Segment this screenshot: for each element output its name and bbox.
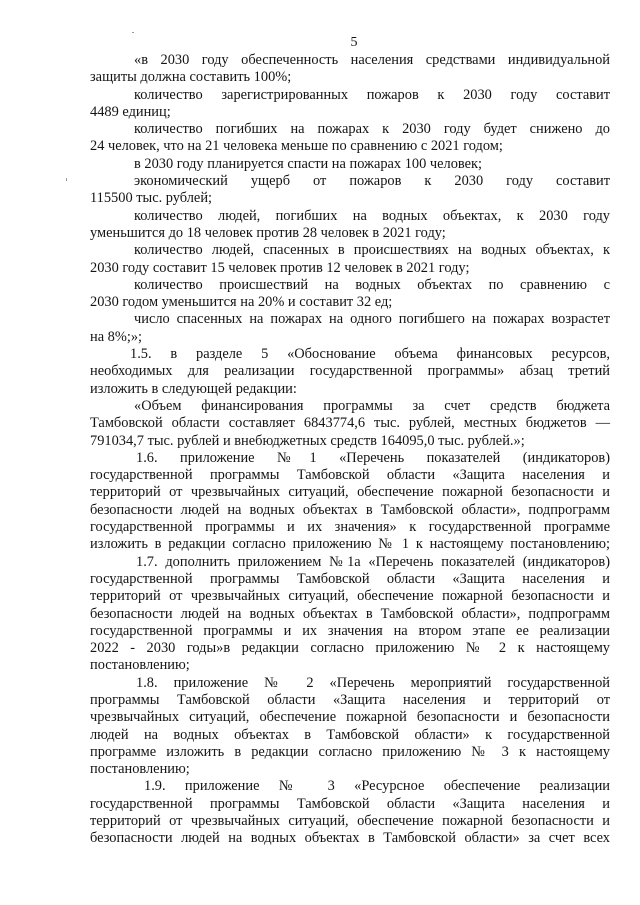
text-line: 24 человек, что на 21 человека меньше по сравнению с 2021 годом; [90, 138, 503, 155]
text-line: государственной программы Тамбовской области «Защита населения и [90, 795, 610, 812]
text-line: «Объем финансирования программы за счет средств бюджета [134, 397, 610, 414]
text-line: экономический ущерб от пожаров к 2030 году составит [134, 173, 610, 190]
page-number: 5 [350, 35, 358, 50]
text-line: «в 2030 году обеспеченность населения средствами индивидуальной [134, 52, 610, 68]
text-line: количество зарегистрированных пожаров к 2030 году составит [134, 86, 610, 103]
text-line: территорий от чрезвычайных ситуаций, обеспечение пожарной безопасности и [90, 813, 610, 830]
text-line: 2022 - 2030 годы»в редакции согласно приложению № 2 к настоящему [90, 640, 610, 657]
text-line: безопасности людей на водных объектах в Тамбовской области», подпрограмм [90, 501, 610, 518]
text-line: 1.5. в разделе 5 «Обоснование объема финансовых ресурсов, [130, 346, 610, 363]
text-line: постановлению; [90, 761, 190, 778]
text-line: изложить в следующей редакции: [90, 380, 297, 397]
text-line: 4489 единиц; [90, 103, 171, 120]
text-line: количество погибших на пожарах к 2030 году будет снижено до [134, 121, 610, 138]
scan-speck [66, 178, 67, 181]
text-line: 2030 годом уменьшится на 20% и составит 32 ед; [90, 294, 393, 311]
text-line: программы Тамбовской области «Защита населения и территорий от [90, 691, 610, 708]
text-line: чрезвычайных ситуаций, обеспечение пожарной безопасности и безопасности [90, 709, 610, 726]
text-line: число спасенных на пожарах на одного погибшего на пожарах возрастет [134, 311, 610, 328]
text-line: постановлению; [90, 657, 190, 674]
text-line: защиты должна составить 100%; [90, 69, 292, 86]
text-line: безопасности людей на водных объектах в Тамбовской области», подпрограмм [90, 605, 610, 622]
text-line: 115500 тыс. рублей; [90, 190, 213, 207]
text-line: безопасности людей на водных объектах в Тамбовской области» за счет всех [90, 830, 610, 847]
text-line: изложить в редакции согласно приложению № 1 к настоящему постановлению; [90, 536, 610, 553]
text-line: программе изложить в редакции согласно приложению № 3 к настоящему [90, 743, 610, 760]
text-line: количество людей, погибших на водных объектах, к 2030 году [134, 207, 610, 224]
text-line: количество людей, спасенных в происшествиях на водных объектах, к [134, 242, 610, 259]
text-line: на 8%;»; [90, 328, 143, 345]
text-line: Тамбовской области составляет 6843774,6 тыс. рублей, местных бюджетов — [90, 415, 610, 432]
text-line: в 2030 году планируется спасти на пожарах 100 человек; [134, 155, 483, 172]
scan-speck [132, 32, 134, 33]
text-line: количество происшествий на водных объектах по сравнению с [134, 276, 610, 293]
text-line: территорий от чрезвычайных ситуаций, обеспечение пожарной безопасности и [90, 588, 610, 605]
text-line: государственной программы и их значения на втором этапе ее реализации [90, 622, 610, 639]
text-line: 2030 году составит 15 человек против 12 человек в 2021 году; [90, 259, 470, 276]
document-page [90, 34, 610, 848]
text-line: 1.8. приложение № 2 «Перечень мероприятий государственной [136, 674, 610, 691]
text-line: 1.7. дополнить приложением №1а «Перечень показателей (индикаторов) [136, 553, 610, 570]
text-line: государственной программы Тамбовской области «Защита населения и [90, 570, 610, 587]
text-line: 1.9. приложение № 3 «Ресурсное обеспечение реализации [144, 778, 610, 795]
text-line: территорий от чрезвычайных ситуаций, обеспечение пожарной безопасности и [90, 484, 610, 501]
text-line: 791034,7 тыс. рублей и внебюджетных средств 164095,0 тыс. рублей.»; [90, 432, 525, 449]
text-line: необходимых для реализации государственной программы» абзац третий [90, 363, 610, 380]
text-line: государственной программы и их значения» к государственной программе [90, 519, 610, 536]
text-line: уменьшится до 18 человек против 28 человек в 2021 году; [90, 224, 446, 241]
text-line: 1.6. приложение №1 «Перечень показателей (индикаторов) [136, 449, 610, 466]
text-line: людей на водных объектах в Тамбовской области» к государственной [90, 726, 610, 743]
text-line: государственной программы Тамбовской области «Защита населения и [90, 467, 610, 484]
